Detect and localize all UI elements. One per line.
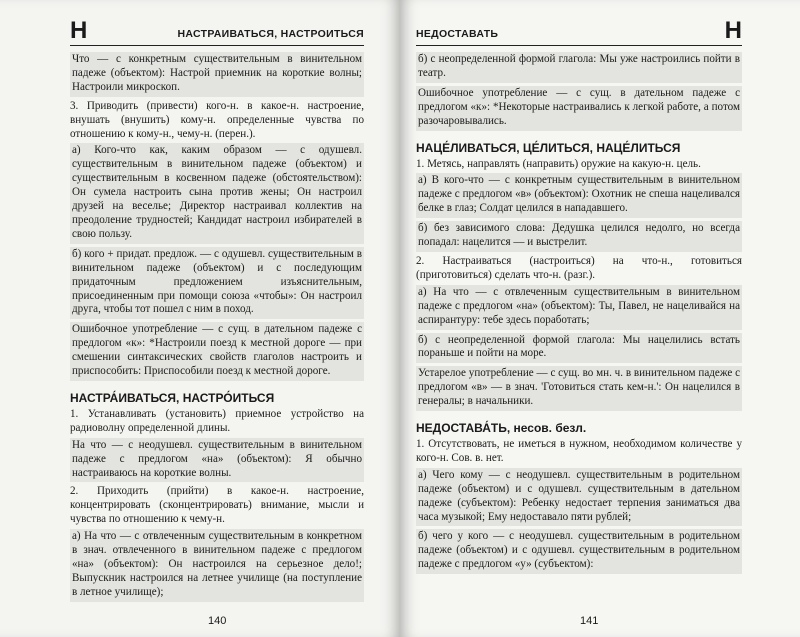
- definition-paragraph: 3. Приводить (привести) кого-н. в какое-н. настроение, внушать (внушить) кому-н. определенные чувства по отношению к кому-н., чему-н. (перен.).: [70, 99, 364, 140]
- header-letter: Н: [70, 17, 88, 44]
- usage-example-block: а) На что — с отвлеченным существительным в винительном падеже с предлогом «на» (объектом): Ты, Павел, не нацеливайся на аспирантуру: тебе здесь поработать;: [416, 285, 742, 330]
- usage-example-block: Устарелое употребление — с сущ. во мн. ч. в винительном падеже с предлогом «в» — в знач. 'Готовиться стать кем-н.': Он нацелился в генералы; в начальники.: [416, 366, 742, 411]
- running-head: НАСТРАИВАТЬСЯ, НАСТРОИТЬСЯ: [177, 28, 364, 40]
- usage-example-block: Что — с конкретным существительным в винительном падеже (объектом): Настрой приемник на короткие волны; Настроили микроскоп.: [70, 52, 364, 97]
- usage-example-block: б) кого + придат. предлож. — с одушевл. существительным в винительном падеже (объектом) и с последующим придаточным предложением изъяснительным, присоединенным при помощи союза «чтобы»: Он настроил друга, чтобы тот пошел с ним в поход.: [70, 247, 364, 320]
- usage-example-block: а) На что — с отвлеченным существительным в конкретном в знач. отвлеченного в винительном падеже с предлогом «на» (объектом): Он настроился на серьезное дело!; Выпускник настроился на летнее училище (на поступление в летное училище);: [70, 529, 364, 602]
- usage-example-block: Ошибочное употребление — с сущ. в дательном падеже с предлогом «к»: *Настроили поезд к местной дороге — при смешении синтаксических свойств глаголов настроить и приспособить: Приспособили поезд к местной дороге.: [70, 322, 364, 381]
- left-page-body: [70, 52, 364, 602]
- usage-example-block: а) Кого-что как, каким образом — с одушевл. существительным в винительном падеже (объектом) и существительным в косвенном падеже (обстоятельством): Он сумела настроить сына против жены; Он настроил друзей на веселье; Директор настраивал коллектив на преодоление трудностей; Кандидат настроил избирателей в свою пользу.: [70, 143, 364, 243]
- entry-headword: НАСТРА́ИВАТЬСЯ, НАСТРО́ИТЬСЯ: [70, 390, 275, 405]
- header-letter: Н: [724, 17, 742, 44]
- entry-headword: НЕДОСТАВА́ТЬ, несов. безл.: [416, 421, 587, 436]
- usage-example-block: б) чего у кого — с неодушевл. существительным в родительном падеже (объектом) и с одушевл. существительным в родительном падеже с предлогом «у» (субъектом):: [416, 529, 742, 574]
- definition-paragraph: 2. Приходить (прийти) в какое-н. настроение, концентрировать (сконцентрировать) внимание, мысли и чувства по отношению к чему-н.: [70, 485, 364, 526]
- usage-example-block: а) В кого-что — с конкретным существительным в винительном падеже с предлогом «в» (объектом): Охотник не спеша нацеливался белке в глаз; Солдат целился в нападавшего.: [416, 173, 742, 218]
- usage-example-block: б) с неопределенной формой глагола: Мы нацелились встать пораньше и пойти на море.: [416, 333, 742, 364]
- usage-example-block: Ошибочное употребление — с сущ. в дательном падеже с предлогом «к»: *Некоторые настраивались к легкой работе, а потом разочаровывались.: [416, 86, 742, 131]
- usage-example-block: На что — с неодушевл. существительным в винительном падеже с предлогом «на» (объектом): Я обычно настраиваюсь на короткие волны.: [70, 438, 364, 483]
- entry-headword: НАЦЕ́ЛИВАТЬСЯ, ЦЕ́ЛИТЬСЯ, НАЦЕ́ЛИТЬСЯ: [416, 140, 681, 155]
- right-page-body: [416, 52, 742, 574]
- usage-example-block: а) Чего кому — с неодушевл. существительным в родительном падеже (объектом) и с одушевл. существительным в дательном падеже (субъектом): Ребенку недостает терпения заниматься два часа музыкой; Ему недоставало пяти рублей;: [416, 468, 742, 527]
- right-page-header: [416, 10, 742, 46]
- page-number: 140: [208, 615, 227, 627]
- running-head: НЕДОСТАВАТЬ: [416, 28, 499, 40]
- definition-paragraph: 2. Настраиваться (настроиться) на что-н., готовиться (приготовиться) сделать что-н. (разг.).: [416, 254, 742, 281]
- definition-paragraph: 1. Устанавливать (установить) приемное устройство на радиоволну определенной длины.: [70, 407, 364, 434]
- definition-paragraph: 1. Метясь, направлять (направить) оружие на какую-н. цель.: [416, 157, 701, 170]
- usage-example-block: б) без зависимого слова: Дедушка целился недолго, но всегда попадал: нацелится — и выстрелит.: [416, 221, 742, 252]
- usage-example-block: б) с неопределенной формой глагола: Мы уже настроились пойти в театр.: [416, 52, 742, 83]
- right-page: [400, 0, 800, 637]
- left-page-header: [70, 10, 364, 46]
- definition-paragraph: 1. Отсутствовать, не иметься в нужном, необходимом количестве у кого-н. Сов. в. нет.: [416, 438, 742, 464]
- page-number: 141: [580, 615, 599, 627]
